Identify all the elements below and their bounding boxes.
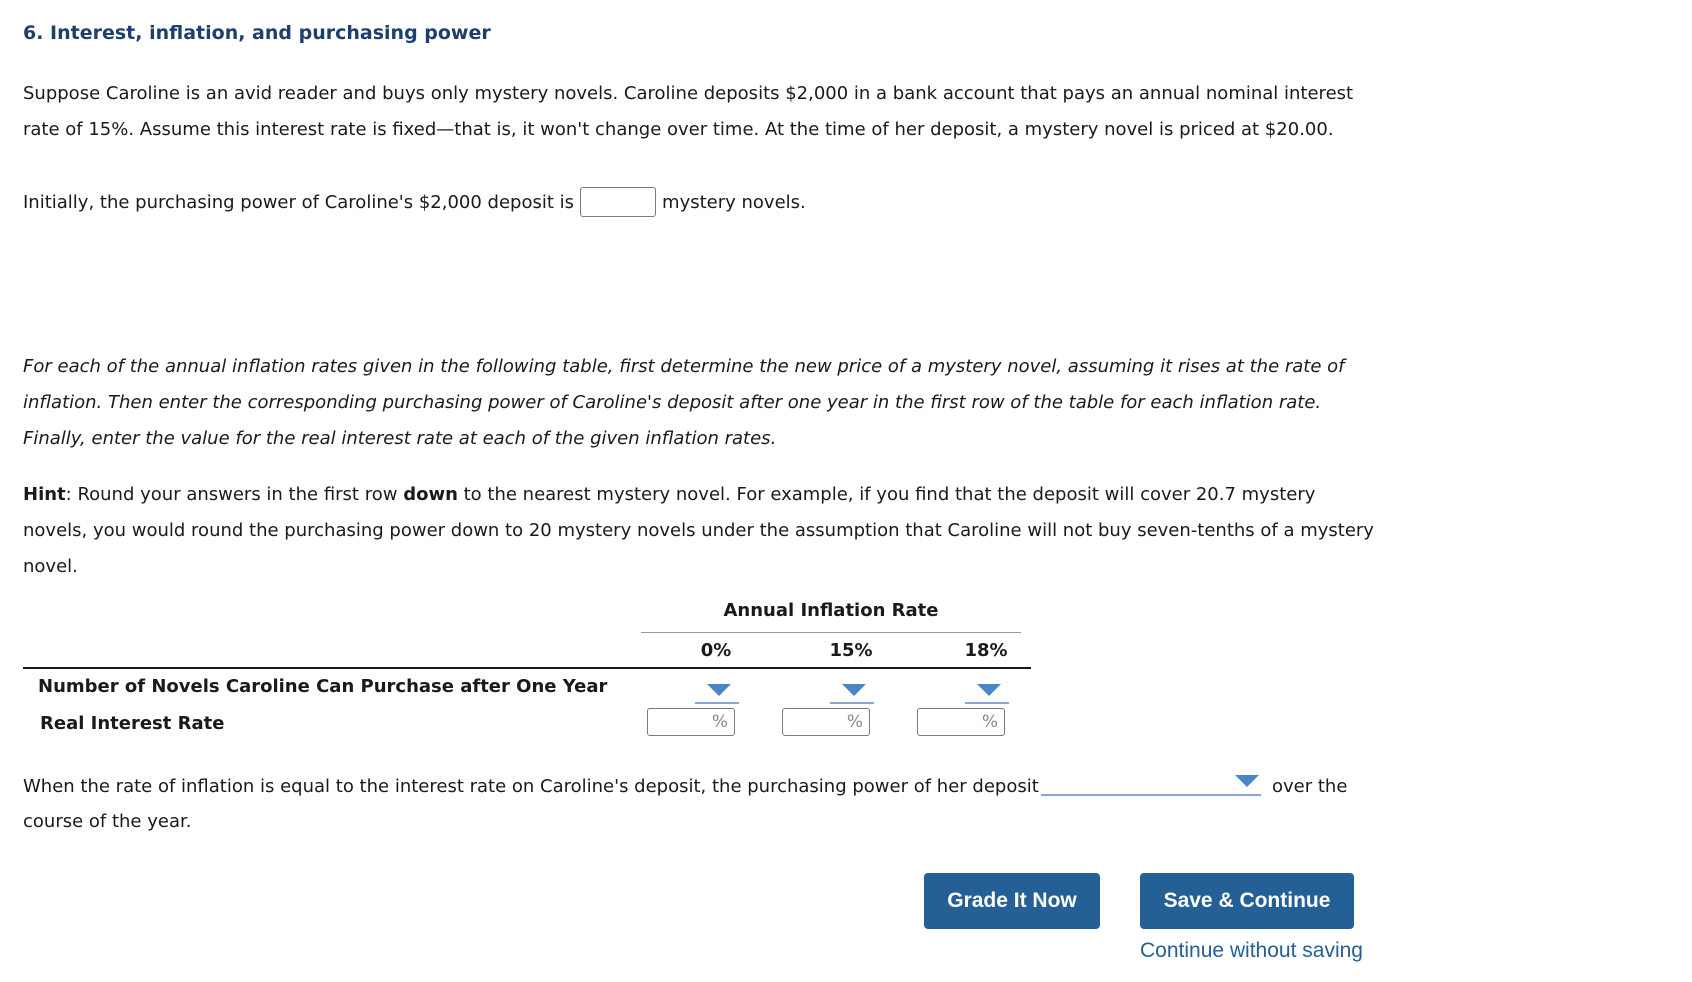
hint-label: Hint (23, 484, 66, 505)
grade-it-now-button[interactable]: Grade It Now (924, 873, 1100, 929)
continue-without-saving-link[interactable]: Continue without saving (1140, 939, 1363, 962)
initial-purchasing-power-line (23, 187, 806, 217)
real-rate-input-2[interactable] (917, 708, 1005, 736)
inflation-table (23, 600, 1033, 740)
save-continue-button[interactable]: Save & Continue (1140, 873, 1354, 929)
table-group-header: Annual Inflation Rate (723, 600, 939, 621)
instructions-line-1: For each of the annual inflation rates given in the following table, first determine the new price of a mystery novel, assuming it rises at the rate of (23, 356, 1345, 377)
column-header-2: 18% (964, 640, 1008, 661)
final-question-prefix: When the rate of inflation is equal to the interest rate on Caroline's deposit, the purchasing power of her deposit (23, 776, 1039, 797)
final-question-line-2: course of the year. (23, 811, 192, 832)
hint-part-2: to the nearest mystery novel. For example, if you find that the deposit will cover 20.7 mystery (457, 484, 1316, 505)
chevron-down-icon (842, 684, 866, 696)
intro-paragraph (23, 76, 1353, 148)
row-label-novels: Number of Novels Caroline Can Purchase after One Year (38, 676, 608, 697)
percent-sign: % (846, 712, 863, 732)
intro-line-1: Suppose Caroline is an avid reader and buys only mystery novels. Caroline deposits $2,000 in a bank account that pays an annual nominal interest (23, 83, 1354, 104)
hint-paragraph (23, 477, 1374, 585)
hint-line-1 (23, 477, 1374, 513)
group-header-divider (641, 632, 1021, 633)
percent-sign: % (981, 712, 998, 732)
row-label-real-interest: Real Interest Rate (40, 713, 225, 734)
real-rate-input-0[interactable] (647, 708, 735, 736)
novels-dropdown-2[interactable] (965, 678, 1009, 704)
real-rate-input-1[interactable] (782, 708, 870, 736)
instructions-line-3: Finally, enter the value for the real interest rate at each of the given inflation rates. (23, 428, 777, 449)
hint-part-1: : Round your answers in the first row (65, 484, 404, 505)
table-divider (23, 667, 1031, 669)
column-header-1: 15% (829, 640, 873, 661)
final-question-suffix: over the (1272, 776, 1348, 797)
question-title: 6. Interest, inflation, and purchasing power (23, 22, 491, 44)
initial-purchasing-power-input[interactable] (580, 187, 656, 217)
novels-dropdown-1[interactable] (830, 678, 874, 704)
hint-line-2: novels, you would round the purchasing power down to 20 mystery novels under the assumption that Caroline will not buy seven-tenths of a mystery (23, 520, 1374, 541)
instructions-paragraph (23, 349, 1345, 457)
percent-sign: % (711, 712, 728, 732)
purchasing-power-change-dropdown[interactable] (1041, 768, 1261, 796)
initial-prefix: Initially, the purchasing power of Caroline's $2,000 deposit is (23, 191, 575, 213)
chevron-down-icon (977, 684, 1001, 696)
instructions-line-2: inflation. Then enter the corresponding purchasing power of Caroline's deposit after one year in the first row of the table for each inflation rate. (23, 392, 1322, 413)
intro-line-2: rate of 15%. Assume this interest rate is fixed—that is, it won't change over time. At the time of her deposit, a mystery novel is priced at $20.00. (23, 119, 1334, 140)
chevron-down-icon (707, 684, 731, 696)
hint-line-3: novel. (23, 556, 78, 577)
column-header-0: 0% (700, 640, 732, 661)
novels-dropdown-0[interactable] (695, 678, 739, 704)
hint-bold: down (403, 484, 458, 505)
chevron-down-icon (1235, 775, 1259, 787)
initial-suffix: mystery novels. (662, 191, 806, 213)
